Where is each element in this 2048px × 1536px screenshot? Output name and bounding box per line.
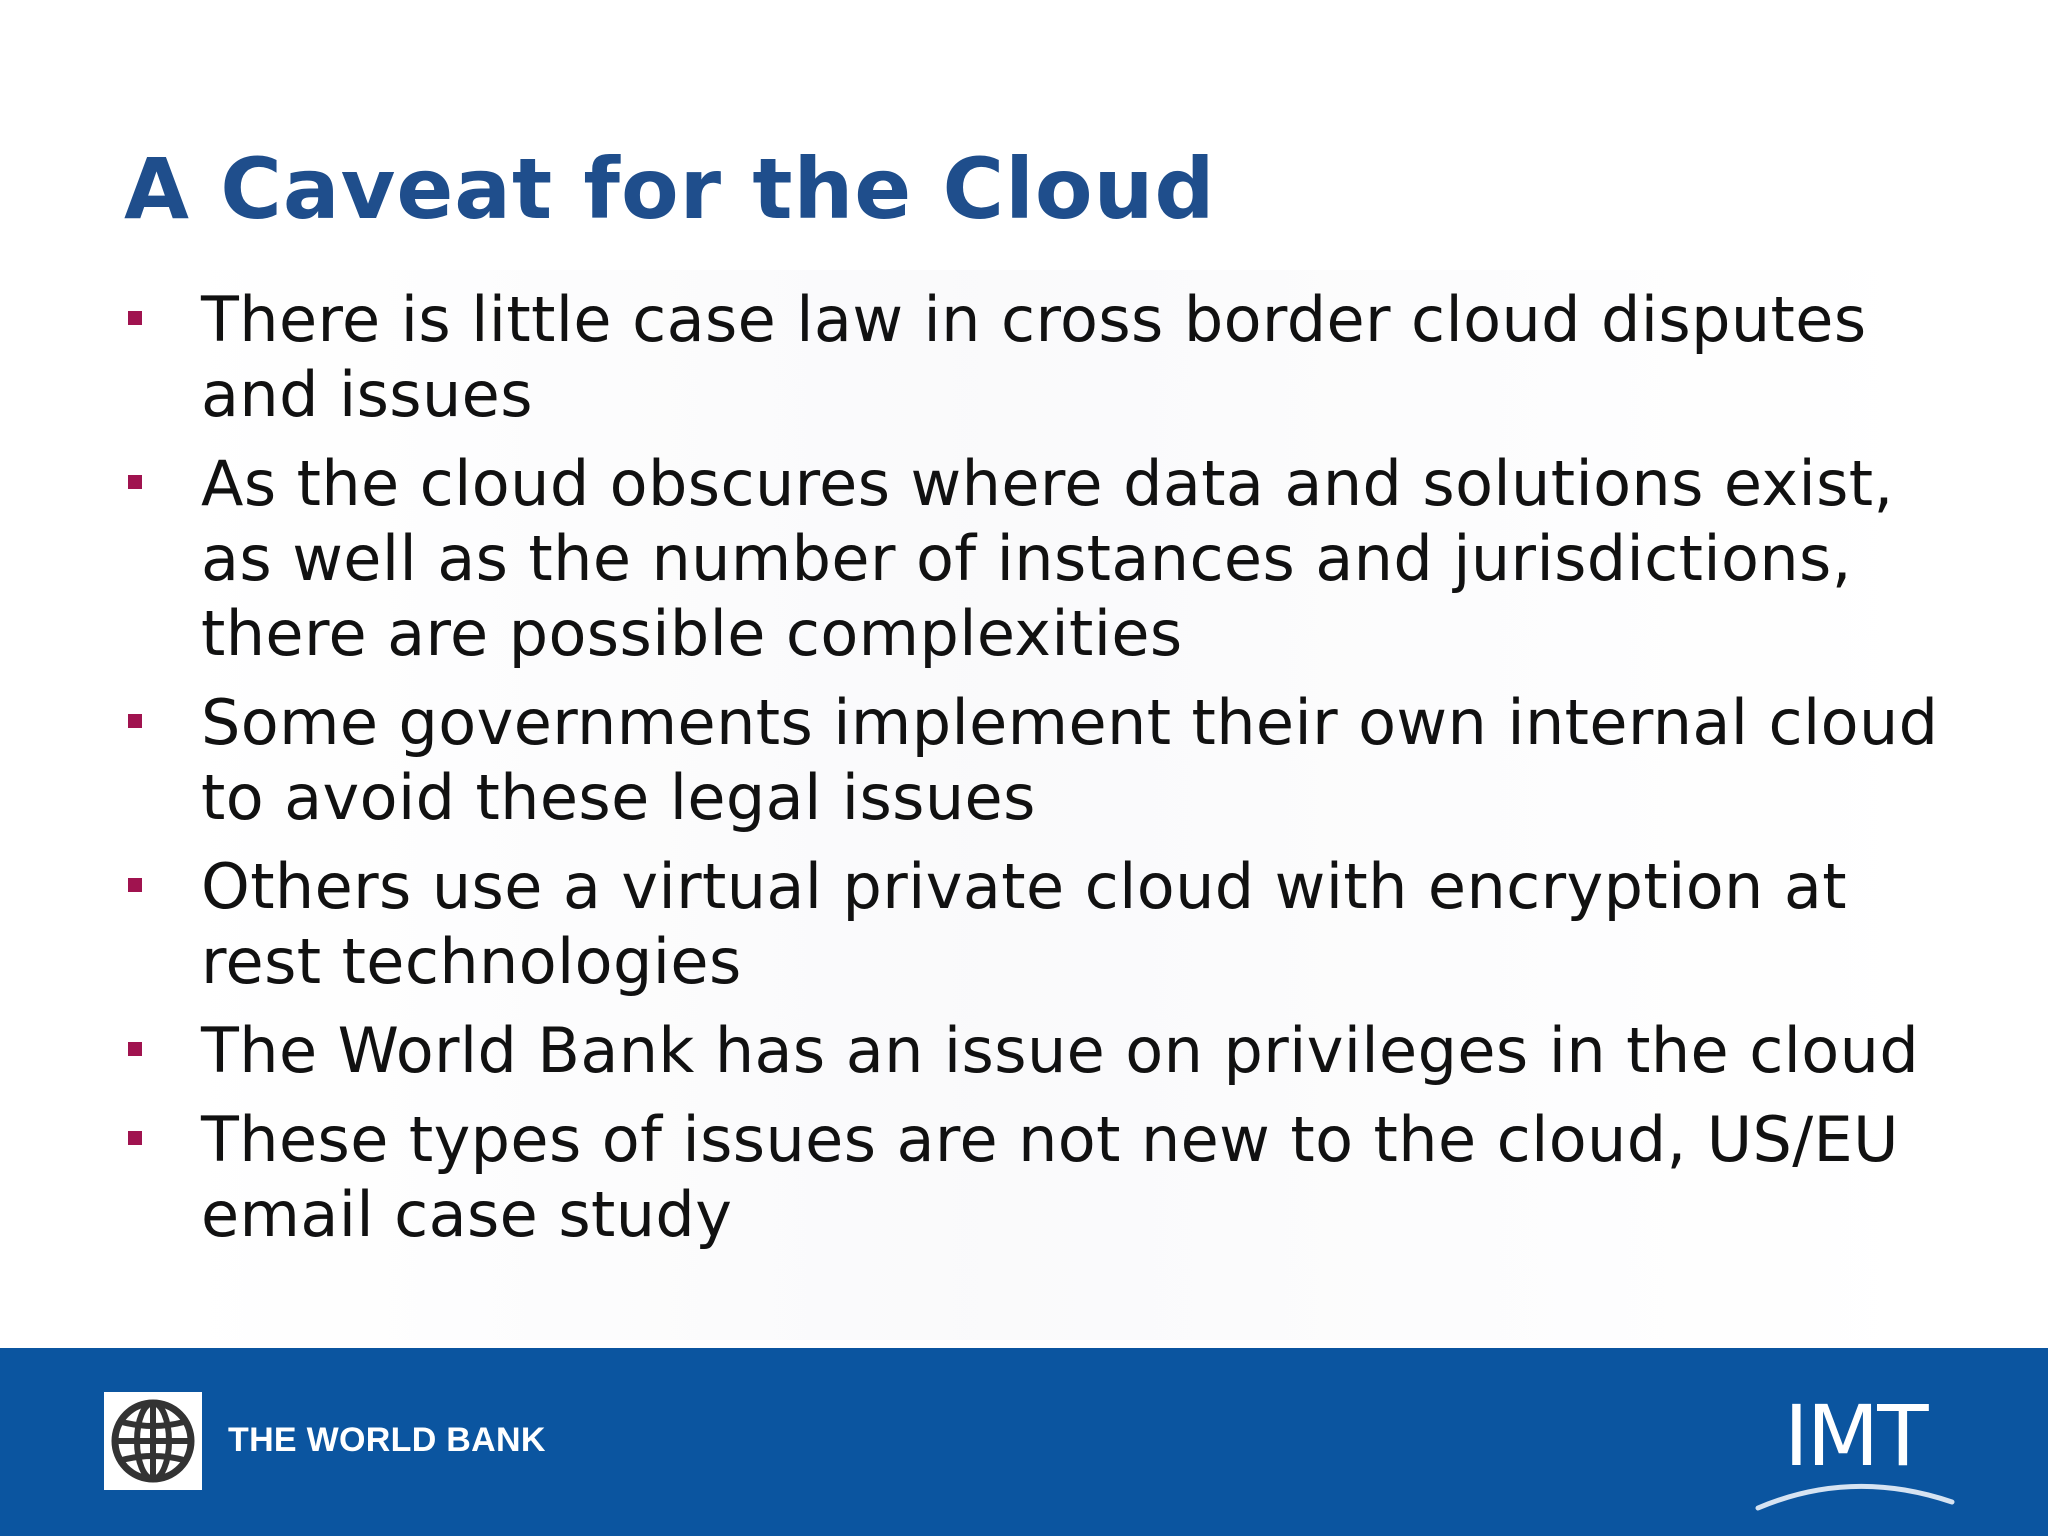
bullet-marker-icon [128, 714, 142, 728]
bullet-item [124, 1013, 1944, 1088]
imt-logo [1752, 1388, 1972, 1518]
bullet-item [124, 849, 1944, 999]
bullet-marker-icon [128, 311, 142, 325]
bullet-text: There is little case law in cross border cloud disputes and issues [201, 283, 1867, 431]
bullet-marker-icon [128, 878, 142, 892]
imt-logo-text: IMT [1784, 1387, 1927, 1485]
bullet-text: These types of issues are not new to the cloud, US/EU email case study [201, 1103, 1899, 1251]
swoosh-icon [1752, 1474, 1962, 1514]
bullet-marker-icon [128, 1131, 142, 1145]
bullet-text: As the cloud obscures where data and solutions exist, as well as the number of instances and jurisdictions, there are possible complexities [201, 447, 1894, 670]
bullet-item [124, 282, 1944, 432]
bullet-item [124, 1102, 1944, 1252]
bullet-text: The World Bank has an issue on privileges in the cloud [201, 1014, 1920, 1087]
globe-icon [108, 1396, 198, 1486]
bullet-list [124, 282, 1944, 1266]
bullet-marker-icon [128, 1042, 142, 1056]
bullet-text: Others use a virtual private cloud with encryption at rest technologies [201, 850, 1847, 998]
bullet-text: Some governments implement their own internal cloud to avoid these legal issues [201, 686, 1939, 834]
bullet-item [124, 685, 1944, 835]
world-bank-logo [104, 1392, 202, 1490]
bullet-item [124, 446, 1944, 671]
bullet-marker-icon [128, 475, 142, 489]
slide-title: A Caveat for the Cloud [124, 140, 1216, 238]
organization-name: THE WORLD BANK [228, 1421, 546, 1459]
